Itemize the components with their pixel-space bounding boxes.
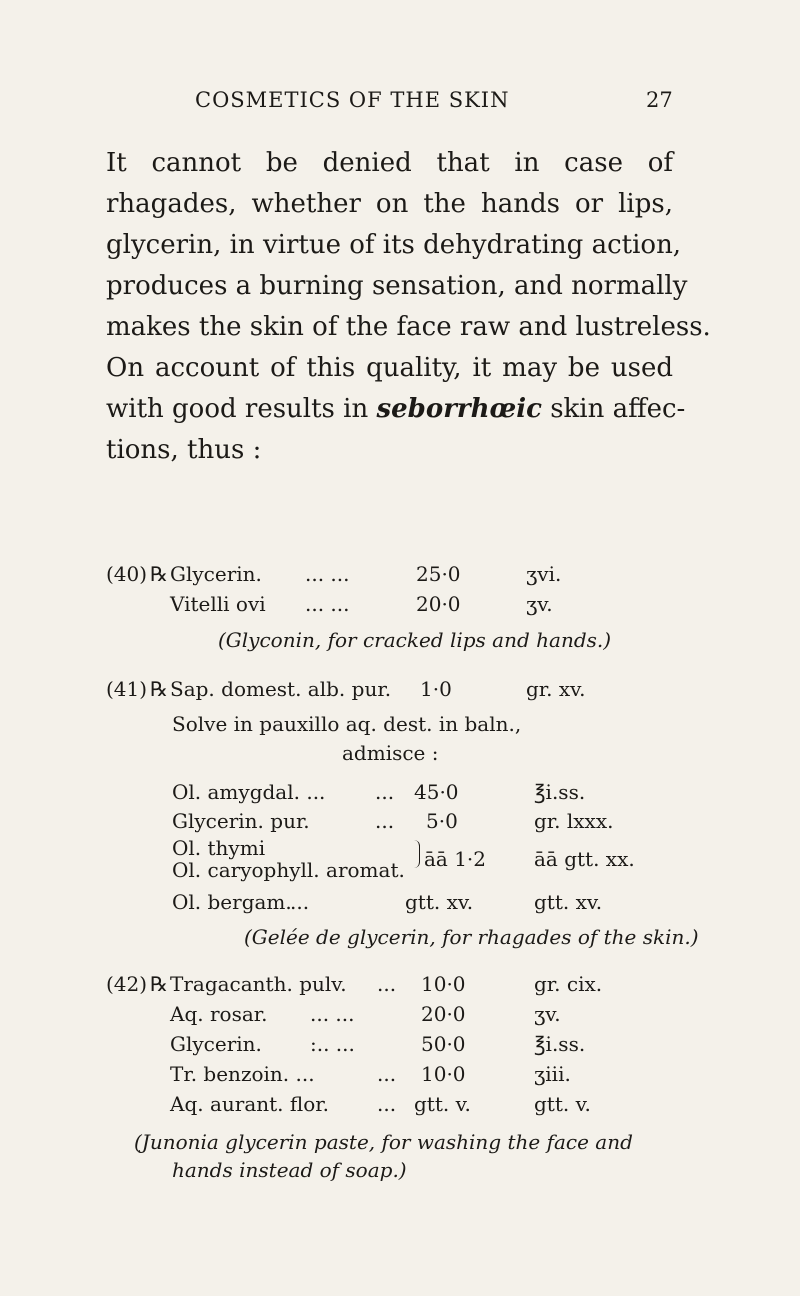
leader-dots: ... ... [305, 592, 350, 616]
recipe-caption: (Junonia glycerin paste, for washing the face and [134, 1130, 633, 1154]
text-line: makes the skin of the face raw and lustreless. [106, 312, 711, 342]
leader-dots: :.. ... [310, 1032, 355, 1056]
metric-amount: 25·0 [416, 562, 461, 586]
emphasis-term: seborrhœic [376, 394, 542, 424]
apothecary-amount: ℥i.ss. [534, 1032, 586, 1056]
text-line: glycerin, in virtue of its dehydrating action, [106, 230, 682, 260]
text-line: tions, thus : [106, 435, 262, 465]
text-line [106, 389, 686, 430]
recipe-number: (42) [106, 972, 148, 996]
recipe-caption: (Gelée de glycerin, for rhagades of the skin.) [244, 925, 699, 949]
metric-amount: gtt. xv. [405, 890, 474, 914]
recipe-caption: hands instead of soap.) [172, 1158, 407, 1182]
apothecary-amount: ʒiii. [534, 1062, 571, 1086]
ingredient: Ol. caryophyll. aromat. [172, 858, 405, 882]
text-fragment: with good results in [106, 394, 377, 424]
apothecary-amount: ʒvi. [526, 562, 562, 586]
instruction: Solve in pauxillo aq. dest. in baln., [172, 712, 522, 736]
ingredient: Glycerin. [170, 1032, 262, 1056]
running-head: COSMETICS OF THE SKIN [195, 88, 510, 112]
metric-amount: 50·0 [421, 1032, 466, 1056]
metric-amount: 45·0 [414, 780, 459, 804]
recipe-number: (41) [106, 677, 148, 701]
ingredient: Vitelli ovi [170, 592, 266, 616]
metric-amount: gtt. v. [414, 1092, 471, 1116]
metric-amount: 20·0 [421, 1002, 466, 1026]
leader-dots: ... ... [310, 1002, 355, 1026]
ingredient: Glycerin. pur. [172, 809, 310, 833]
leader-dots: ... [377, 1092, 397, 1116]
apothecary-amount: gr. cix. [534, 972, 603, 996]
text-line: It cannot be denied that in case of [106, 148, 673, 178]
metric-amount: 10·0 [421, 1062, 466, 1086]
apothecary-amount: ʒv. [534, 1002, 561, 1026]
metric-amount: 5·0 [426, 809, 458, 833]
rx-symbol: ℞ [150, 562, 168, 586]
metric-amount: 20·0 [416, 592, 461, 616]
ingredient: Ol. thymi [172, 836, 266, 860]
rx-symbol: ℞ [150, 972, 168, 996]
rx-symbol: ℞ [150, 677, 168, 701]
leader-dots: ... ... [305, 562, 350, 586]
apothecary-amount: gtt. xv. [534, 890, 603, 914]
page-number: 27 [646, 88, 673, 112]
leader-dots: ... [290, 890, 310, 914]
apothecary-amount: gr. xv. [526, 677, 586, 701]
ingredient: Ol. amygdal. ... [172, 780, 326, 804]
apothecary-amount: gr. lxxx. [534, 809, 614, 833]
ingredient: Tragacanth. pulv. [170, 972, 347, 996]
text-line: On account of this quality, it may be used [106, 353, 673, 383]
ingredient: Ol. bergam. [172, 890, 292, 914]
leader-dots: ... [375, 780, 395, 804]
ingredient: Tr. benzoin. ... [170, 1062, 315, 1086]
recipe-caption: (Glyconin, for cracked lips and hands.) [218, 628, 612, 652]
apothecary-amount: ℥i.ss. [534, 780, 586, 804]
grouping-brace [414, 840, 420, 868]
metric-amount: 1·0 [420, 677, 452, 701]
ingredient: Sap. domest. alb. pur. [170, 677, 392, 701]
instruction: admisce : [342, 741, 439, 765]
page-header [0, 88, 800, 118]
leader-dots: ... [375, 809, 395, 833]
recipe-number: (40) [106, 562, 148, 586]
body-paragraph [106, 143, 711, 471]
text-line: produces a burning sensation, and normally [106, 271, 688, 301]
ingredient: Glycerin. [170, 562, 262, 586]
leader-dots: ... [377, 972, 397, 996]
ingredient: Aq. rosar. [170, 1002, 268, 1026]
text-fragment: skin affec- [541, 394, 686, 424]
apothecary-amount: gtt. v. [534, 1092, 591, 1116]
metric-amount: 10·0 [421, 972, 466, 996]
ingredient: Aq. aurant. flor. [170, 1092, 329, 1116]
metric-amount: āā 1·2 [424, 847, 487, 871]
apothecary-amount: ʒv. [526, 592, 553, 616]
leader-dots: ... [377, 1062, 397, 1086]
apothecary-amount: āā gtt. xx. [534, 847, 635, 871]
text-line: rhagades, whether on the hands or lips, [106, 189, 673, 219]
